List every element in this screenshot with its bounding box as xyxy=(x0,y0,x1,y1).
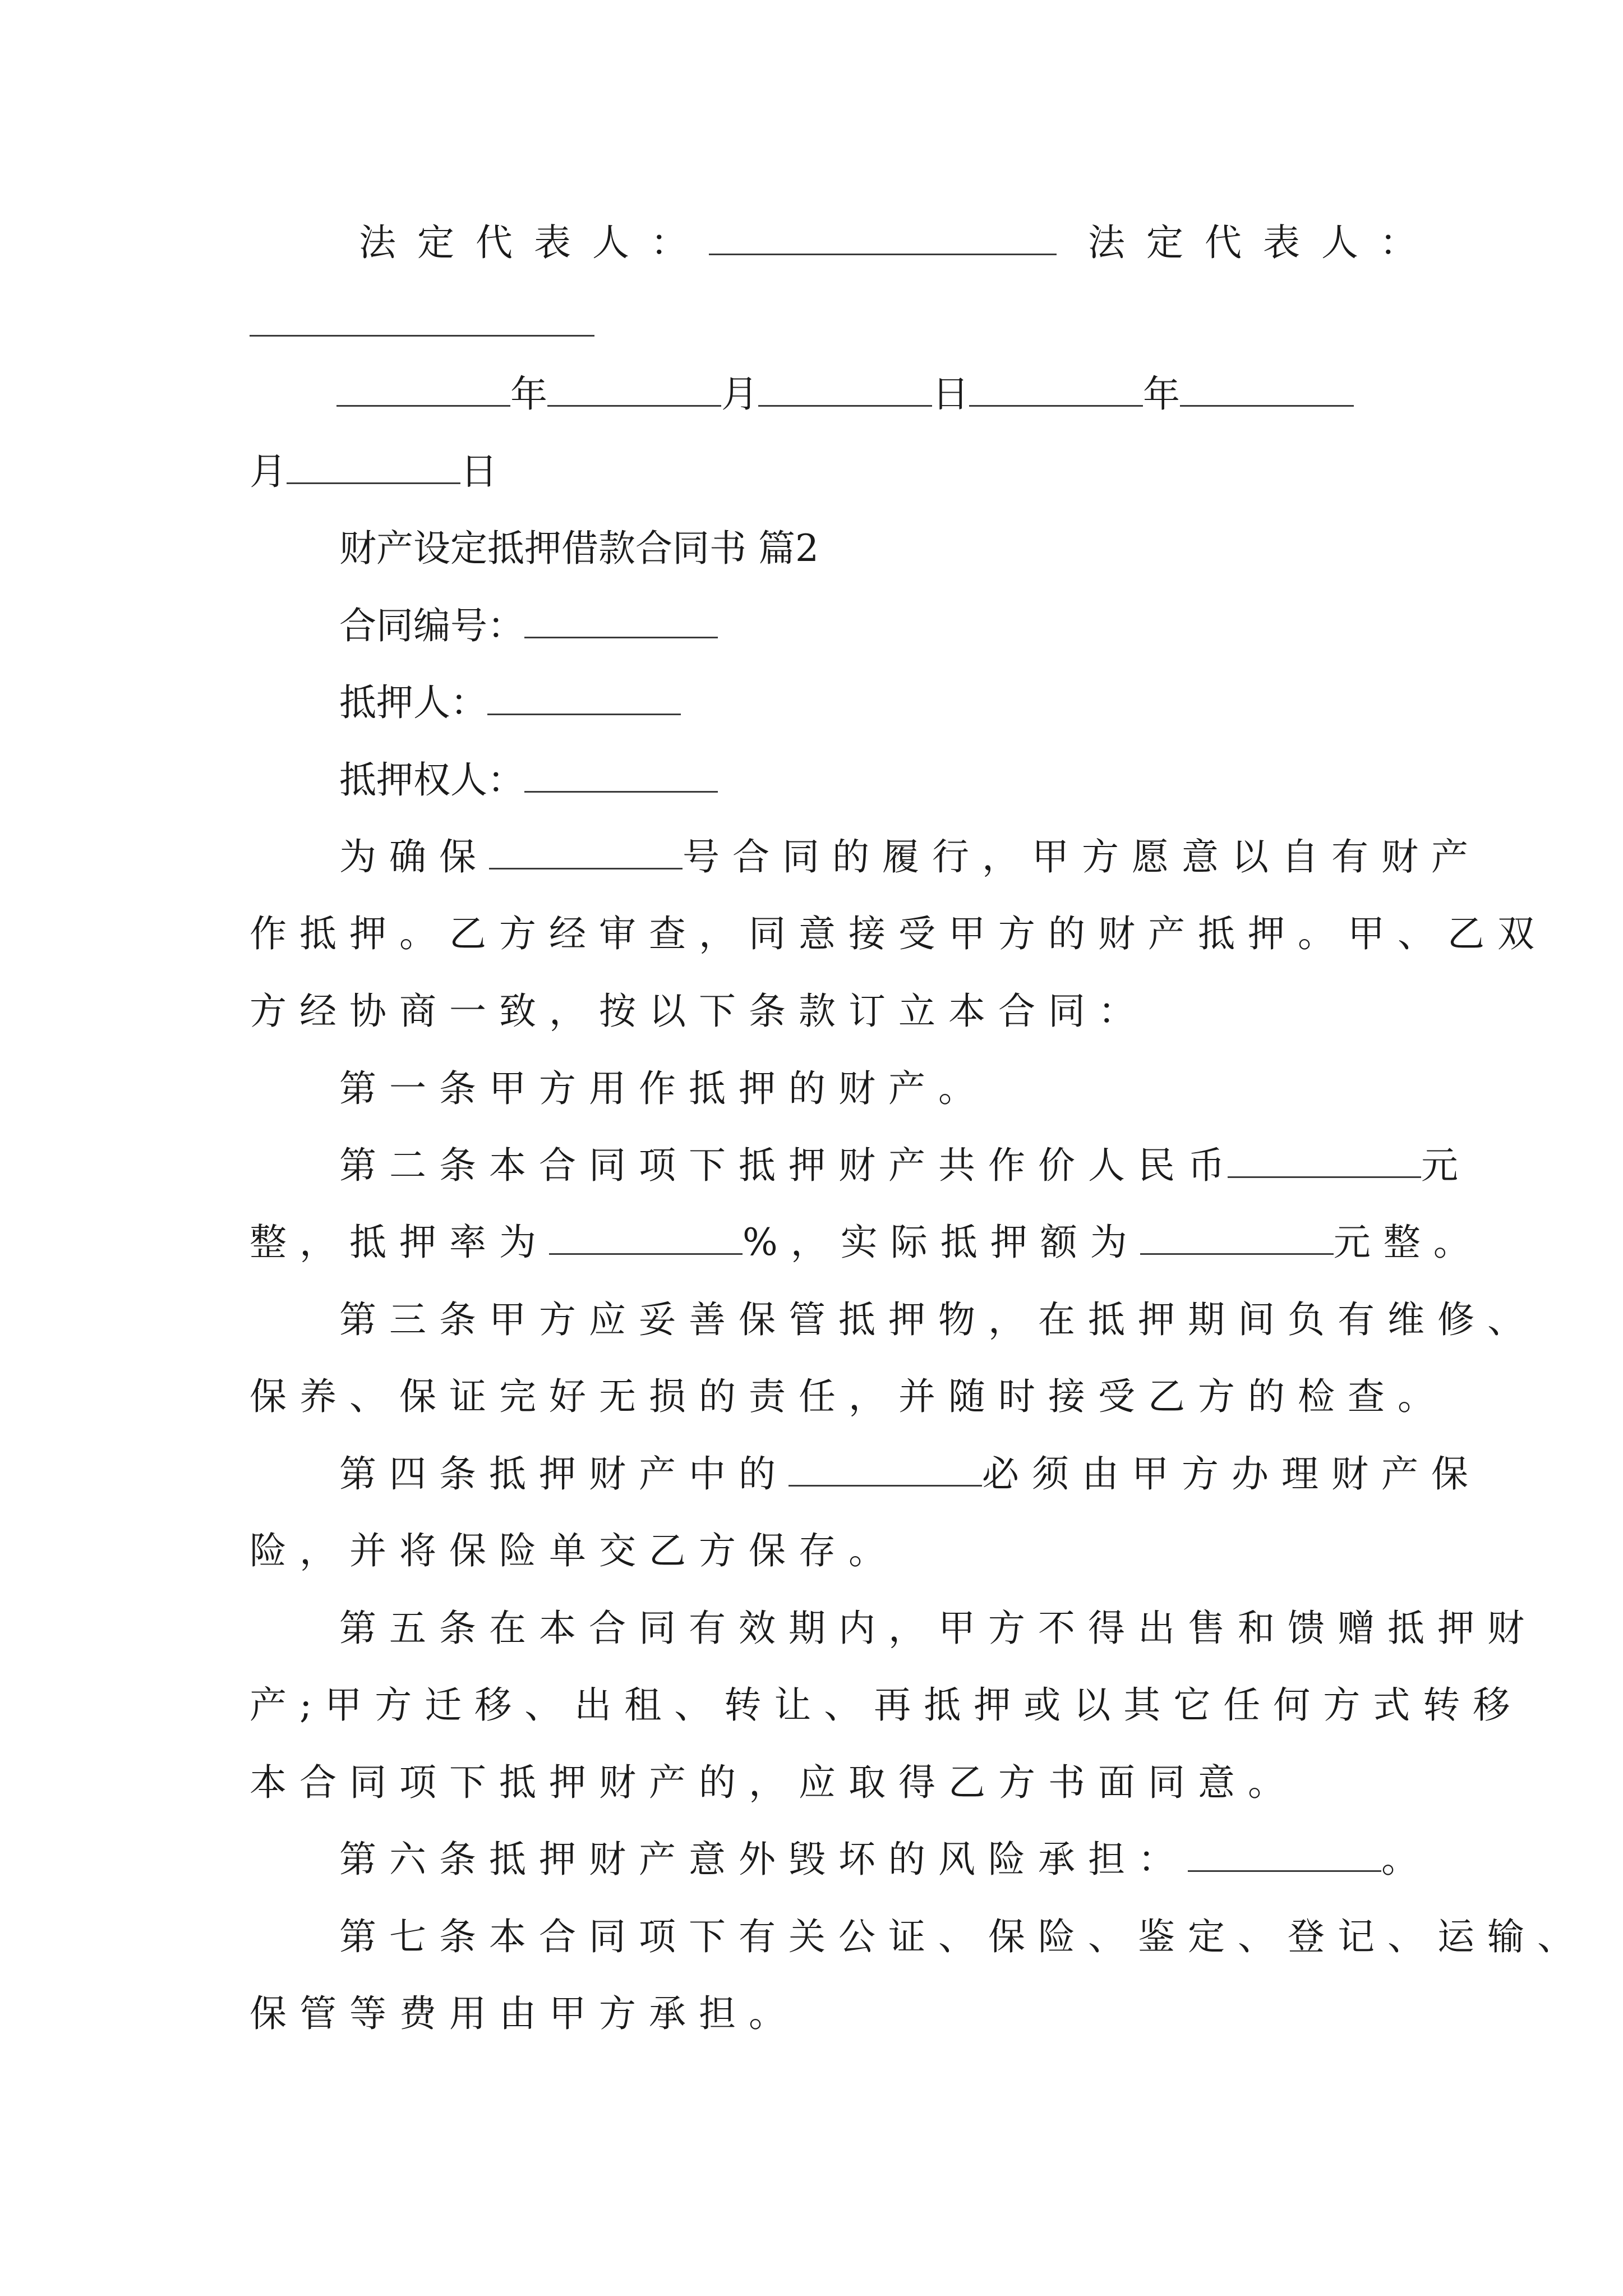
article-2-text: 整，抵押率为 xyxy=(250,1221,549,1264)
mortgagee-blank xyxy=(524,763,718,793)
article-5-line: 产;甲方迁移、出租、转让、再抵押或以其它任何方式转移 xyxy=(250,1683,1523,1727)
intro-line: 作抵押。乙方经审查，同意接受甲方的财产抵押。甲、乙双 xyxy=(250,912,1547,955)
contract-number-label: 合同编号： xyxy=(339,604,524,647)
date-row xyxy=(336,372,1354,416)
article-2-text: 元整。 xyxy=(1333,1221,1483,1264)
article-3-line: 第三条甲方应妥善保管抵押物，在抵押期间负有维修、 xyxy=(339,1298,1537,1341)
article-4-text: 第四条抵押财产中的 xyxy=(339,1452,789,1496)
date-year-label: 年 xyxy=(1143,372,1180,416)
section-title: 财产设定抵押借款合同书 篇2 xyxy=(339,527,819,570)
insurance-item-blank xyxy=(789,1457,982,1487)
valuation-blank xyxy=(1228,1149,1421,1179)
article-2-text: %，实际抵押额为 xyxy=(743,1221,1140,1264)
signature-row xyxy=(359,221,1438,264)
article-6-line xyxy=(339,1838,1431,1881)
article-7-line: 第七条本合同项下有关公证、保险、鉴定、登记、运输、 xyxy=(339,1915,1587,1958)
mortgage-amount-blank xyxy=(1140,1226,1334,1255)
date-row xyxy=(250,450,497,493)
mortgagee-row xyxy=(339,758,718,802)
legal-rep-blank-a xyxy=(709,226,1057,256)
mortgage-rate-blank xyxy=(549,1226,743,1255)
date-blank xyxy=(1180,378,1354,407)
mortgagee-label: 抵押权人： xyxy=(339,758,524,802)
date-blank xyxy=(287,455,460,485)
mortgagor-row xyxy=(339,681,681,724)
contract-number-row xyxy=(339,604,718,647)
article-4-line xyxy=(339,1452,1481,1496)
article-4-text: 必须由甲方办理财产保 xyxy=(982,1452,1481,1496)
date-blank xyxy=(336,378,510,407)
intro-text: 号合同的履行，甲方愿意以自有财产 xyxy=(683,835,1481,878)
date-year-label: 年 xyxy=(510,372,547,416)
legal-rep-blank-b xyxy=(250,335,594,337)
intro-line xyxy=(339,835,1481,878)
risk-bearer-blank xyxy=(1188,1843,1381,1872)
article-2-line xyxy=(250,1221,1483,1264)
article-3-line: 保养、保证完好无损的责任，并随时接受乙方的检查。 xyxy=(250,1375,1447,1418)
date-blank xyxy=(547,378,721,407)
mortgagor-label: 抵押人： xyxy=(339,681,487,724)
article-7-line: 保管等费用由甲方承担。 xyxy=(250,1992,799,2035)
date-day-label: 日 xyxy=(932,372,969,416)
article-4-line: 险，并将保险单交乙方保存。 xyxy=(250,1529,898,1572)
article-6-text: 。 xyxy=(1381,1838,1431,1881)
contract-number-blank xyxy=(524,609,718,639)
intro-line: 方经协商一致，按以下条款订立本合同： xyxy=(250,990,1148,1033)
article-5-line: 本合同项下抵押财产的，应取得乙方书面同意。 xyxy=(250,1761,1298,1804)
date-blank xyxy=(758,378,932,407)
article-2-line xyxy=(339,1144,1471,1187)
intro-blank xyxy=(489,840,683,870)
article-6-text: 第六条抵押财产意外毁坏的风险承担： xyxy=(339,1838,1188,1881)
date-day-label: 日 xyxy=(460,450,497,493)
date-month-label: 月 xyxy=(721,372,758,416)
legal-rep-label-b: 法定代表人： xyxy=(1088,221,1438,264)
article-2-text: 第二条本合同项下抵押财产共作价人民币 xyxy=(339,1144,1238,1187)
date-month-label: 月 xyxy=(250,450,287,493)
article-2-text: 元 xyxy=(1421,1144,1471,1187)
intro-text: 为确保 xyxy=(339,835,489,878)
date-blank xyxy=(969,378,1143,407)
article-1: 第一条甲方用作抵押的财产。 xyxy=(339,1067,988,1110)
legal-rep-label-a: 法定代表人： xyxy=(359,221,709,264)
article-5-line: 第五条在本合同有效期内，甲方不得出售和馈赠抵押财 xyxy=(339,1607,1537,1650)
mortgagor-blank xyxy=(487,686,681,716)
